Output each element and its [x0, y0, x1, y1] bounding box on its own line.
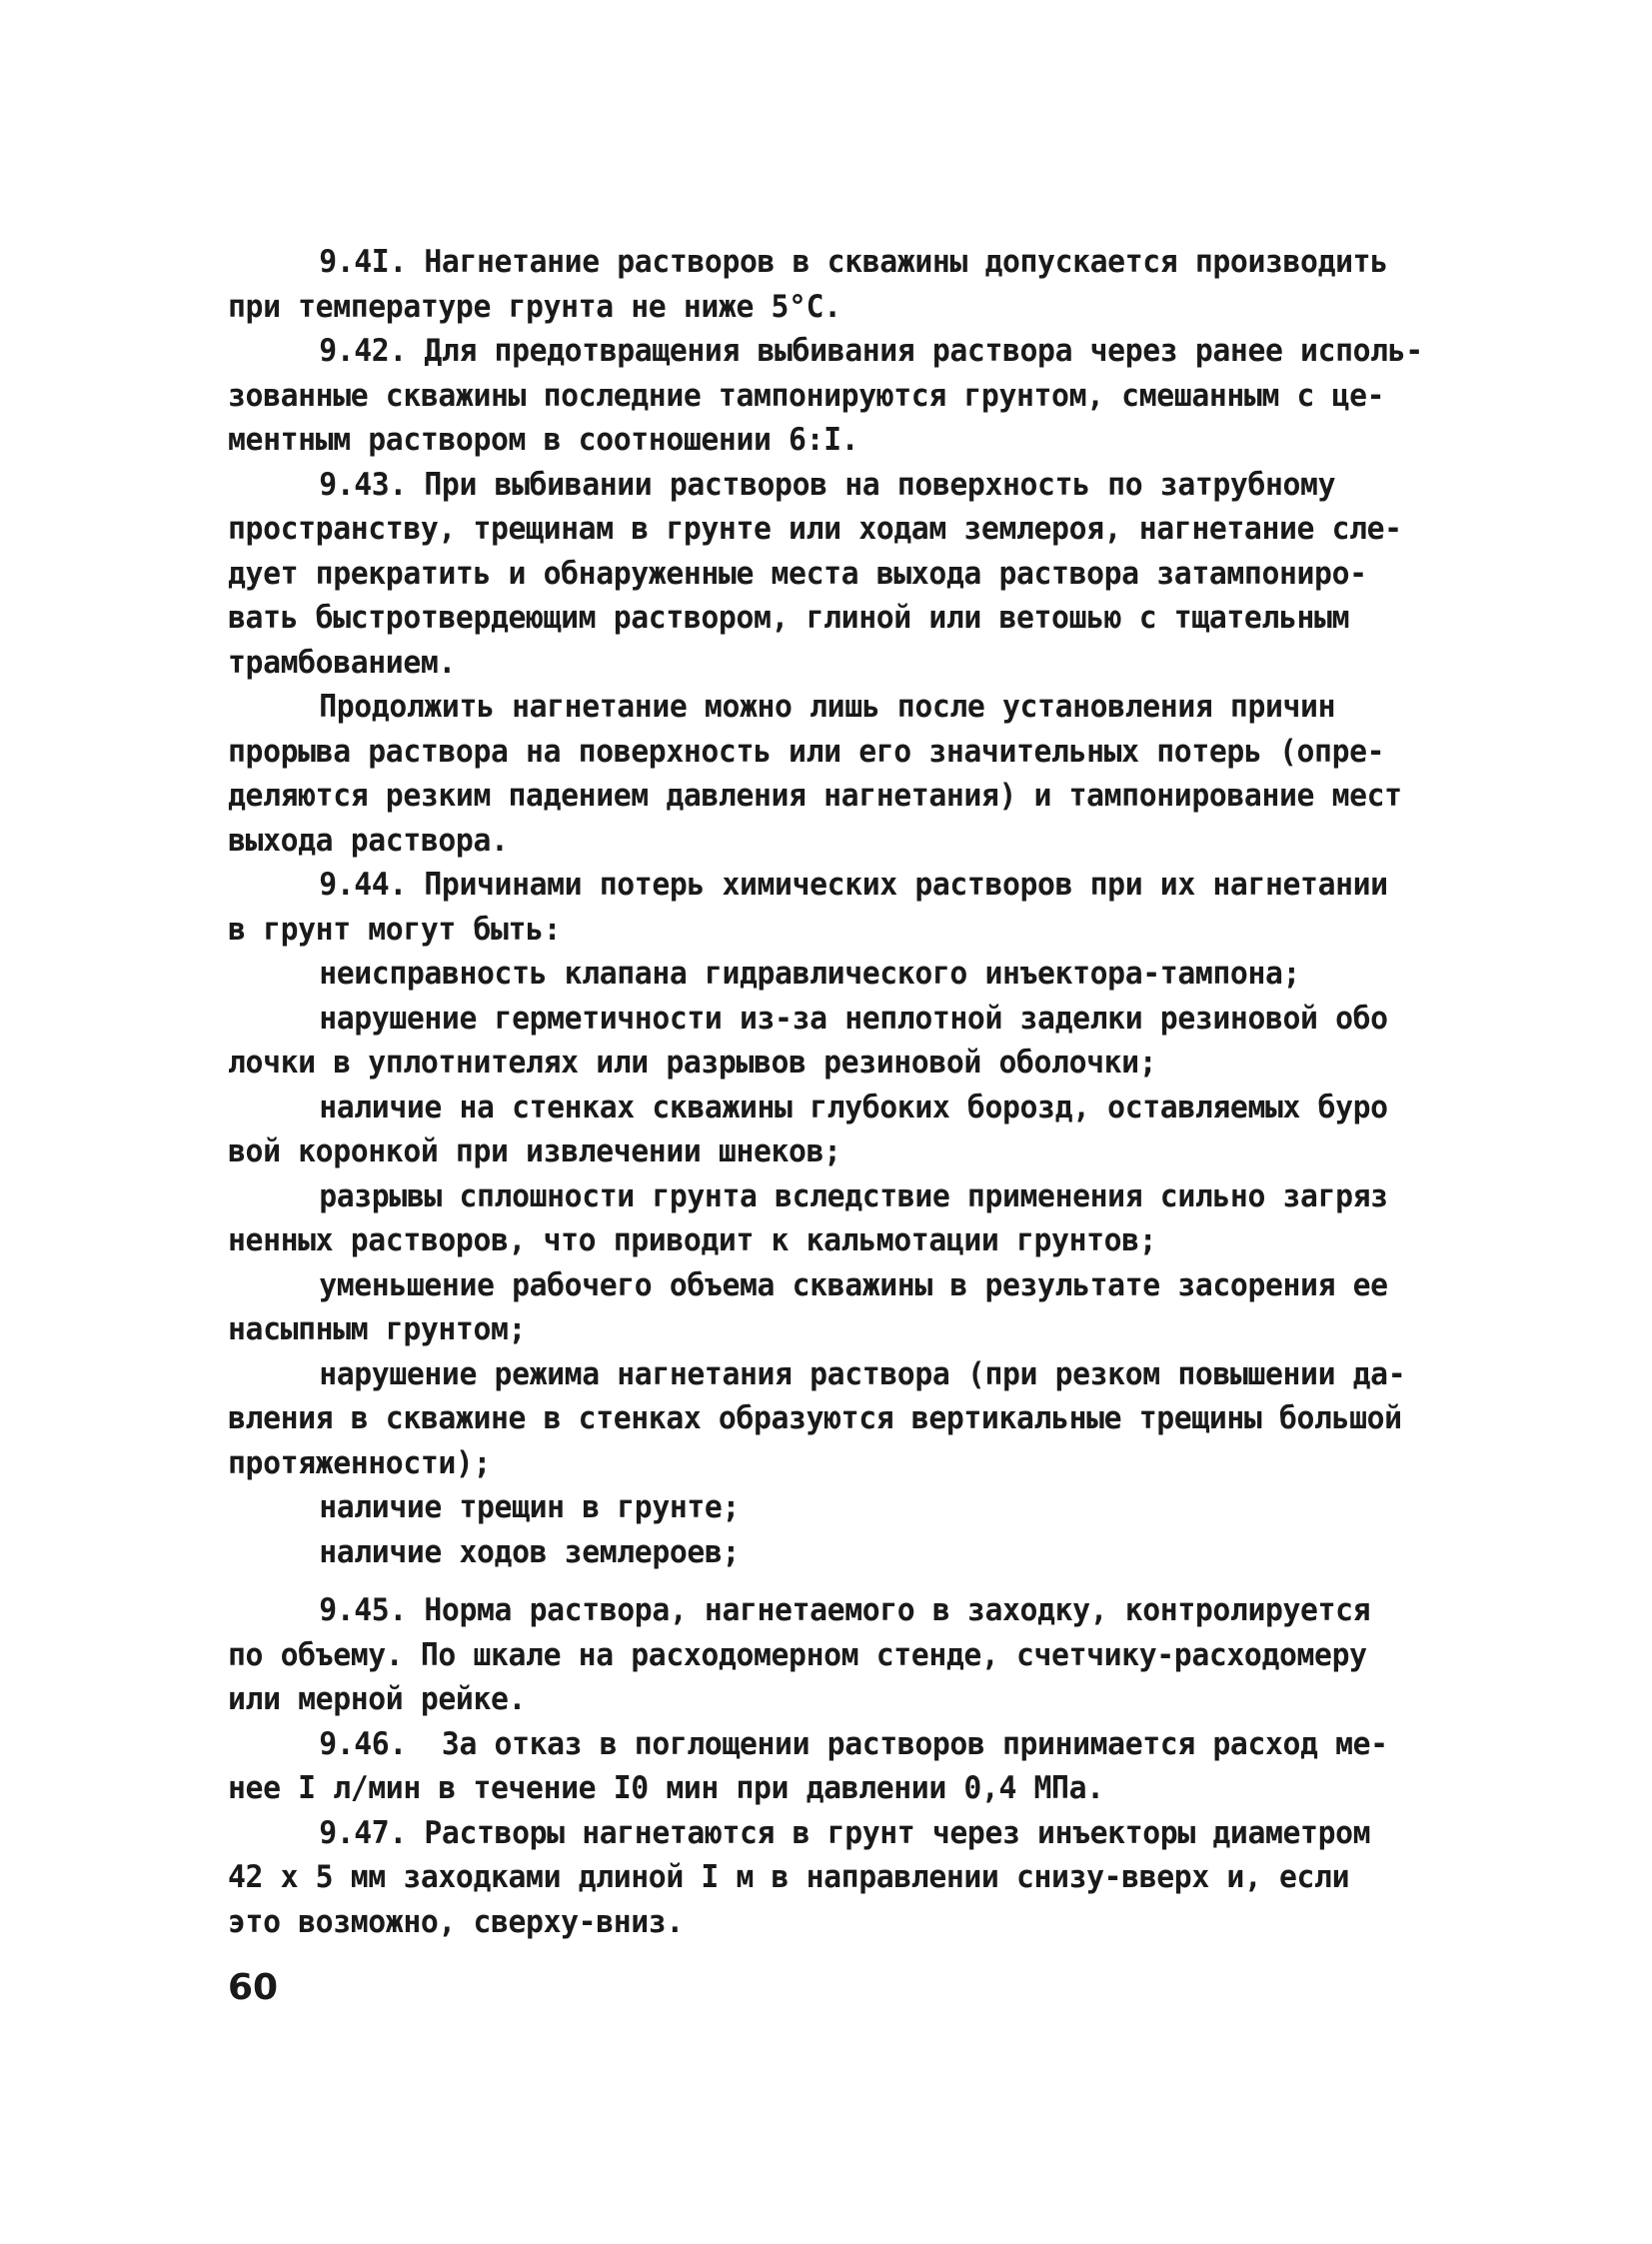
text-line: наличие на стенках скважины глубоких борозд, оставляемых буро — [319, 1089, 1388, 1125]
text-line: ненных растворов, что приводит к кальмотации грунтов; — [228, 1222, 1157, 1258]
text-line: вой коронкой при извлечении шнеков; — [228, 1133, 841, 1169]
text-line: нее I л/мин в течение I0 мин при давлении 0,4 МПа. — [228, 1770, 1104, 1806]
text-line: 9.45. Норма раствора, нагнетаемого в заходку, контролируется — [319, 1592, 1371, 1628]
text-line: зованные скважины последние тампонируются грунтом, смешанным с це- — [228, 377, 1385, 414]
text-line: 42 х 5 мм заходками длиной I м в направлении снизу-вверх и, если — [228, 1859, 1350, 1895]
text-line: дует прекратить и обнаруженные места выхода раствора затампониро- — [228, 555, 1367, 592]
text-line: нарушение герметичности из-за неплотной заделки резиновой обо — [319, 1000, 1388, 1037]
text-line: вать быстротвердеющим раствором, глиной или ветошью с тщательным — [228, 600, 1350, 636]
text-line: Продолжить нагнетание можно лишь после установления причин — [319, 689, 1336, 725]
text-line: 9.44. Причинами потерь химических растворов при их нагнетании — [319, 867, 1388, 903]
text-line: 9.42. Для предотвращения выбивания раствора через ранее исполь- — [319, 333, 1423, 369]
text-line: насыпным грунтом; — [228, 1311, 527, 1347]
text-line: в грунт могут быть: — [228, 911, 562, 948]
text-line: наличие ходов землероев; — [319, 1533, 740, 1570]
text-line: неисправность клапана гидравлического инъектора-тампона; — [319, 956, 1301, 992]
text-line: протяженности); — [228, 1444, 492, 1481]
text-line: 9.43. При выбивании растворов на поверхность по затрубному — [319, 466, 1336, 503]
text-line: лочки в уплотнителях или разрывов резиновой оболочки; — [228, 1045, 1157, 1081]
document-body — [228, 240, 1467, 1944]
text-line: уменьшение рабочего объема скважины в результате засорения ее — [319, 1266, 1388, 1303]
text-line: или мерной рейке. — [228, 1681, 527, 1717]
text-line: прорыва раствора на поверхность или его значительных потерь (опре- — [228, 733, 1385, 770]
text-line: при температуре грунта не ниже 5°С. — [228, 288, 841, 325]
text-line: наличие трещин в грунте; — [319, 1489, 740, 1525]
text-line: вления в скважине в стенках образуются вертикальные трещины большой — [228, 1400, 1402, 1436]
text-line: 9.47. Растворы нагнетаются в грунт через инъекторы диаметром — [319, 1814, 1371, 1851]
text-line: 9.4I. Нагнетание растворов в скважины допускается производить — [319, 244, 1388, 280]
text-line: ментным раствором в соотношении 6:I. — [228, 422, 859, 458]
text-line: пространству, трещинам в грунте или ходам землероя, нагнетание сле- — [228, 511, 1402, 547]
text-line: нарушение режима нагнетания раствора (при резком повышении да- — [319, 1355, 1406, 1392]
text-line: трамбованием. — [228, 644, 456, 681]
text-line: выхода раствора. — [228, 822, 509, 859]
text-line: деляются резким падением давления нагнетания) и тампонирование мест — [228, 778, 1402, 814]
text-line: по объему. По шкале на расходомерном стенде, счетчику-расходомеру — [228, 1636, 1367, 1673]
text-line: разрывы сплошности грунта вследствие применения сильно загряз — [319, 1177, 1388, 1214]
text-line: 9.46. За отказ в поглощении растворов принимается расход ме- — [319, 1725, 1388, 1762]
text-line: это возможно, сверху-вниз. — [228, 1903, 684, 1940]
page-number: 60 — [228, 1967, 279, 2008]
